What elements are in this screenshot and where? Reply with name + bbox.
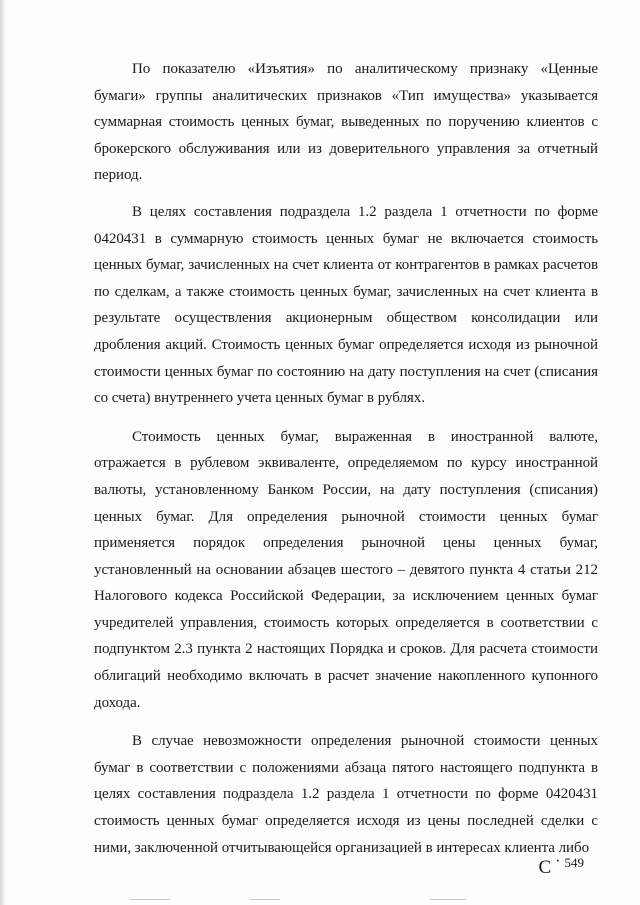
page-edge-shadow <box>0 0 6 905</box>
paragraph-2: В целях составления подраздела 1.2 раздела 1 отчетности по форме 0420431 в суммарную стоимость ценных бумаг не включается стоимость ценных бумаг, зачисленных на счет клиента от контрагентов в рамках расчетов по сделкам, а также стоимость ценных бумаг, зачисленных на счет клиента в результате осуществления акционерным обществом консолидации или дробления акций. Стоимость ценных бумаг определяется исходя из рыночной стоимости ценных бумаг по состоянию на дату поступления на счет (списания со счета) внутреннего учета ценных бумаг в рублях. <box>94 203 598 407</box>
page-prefix: С <box>538 857 552 878</box>
paragraph-1: По показателю «Изъятия» по аналитическому признаку «Ценные бумаги» группы аналитических признаков «Тип имущества» указывается суммарная стоимость ценных бумаг, выведенных по поручению клиентов с брокерского обслуживания или из доверительного управления за отчетный период. <box>94 61 598 184</box>
page-dot: · <box>555 853 561 870</box>
paragraph-4: В случае невозможности определения рыночной стоимости ценных бумаг в соответствии с положениями абзаца пятого настоящего подпункта в целях составления подраздела 1.2 раздела 1 отчетности по форме 0420431 стоимость ценных бумаг определяется исходя из цены последней сделки с ними, заключенной отчитывающейся организацией в интересах клиента либо <box>94 733 598 856</box>
document-body <box>94 56 598 873</box>
scan-bottom-edge <box>0 897 640 905</box>
page-number: 549 <box>564 855 584 870</box>
page-number-block <box>538 854 584 878</box>
paragraph-3: Стоимость ценных бумаг, выраженная в иностранной валюте, отражается в рублевом эквиваленте, определяемом по курсу иностранной валюты, установленному Банком России, на дату поступления (списания) ценных бумаг. Для определения рыночной стоимости ценных бумаг применяется порядок определения рыночной цены ценных бумаг, установленный на основании абзацев шестого – девятого пункта 4 статьи 212 Налогового кодекса Российской Федерации, за исключением ценных бумаг учредителей управления, стоимость которых определяется в соответствии с подпунктом 2.3 пункта 2 настоящих Порядка и сроков. Для расчета стоимости облигаций необходимо включать в расчет значение накопленного купонного дохода. <box>94 428 598 711</box>
